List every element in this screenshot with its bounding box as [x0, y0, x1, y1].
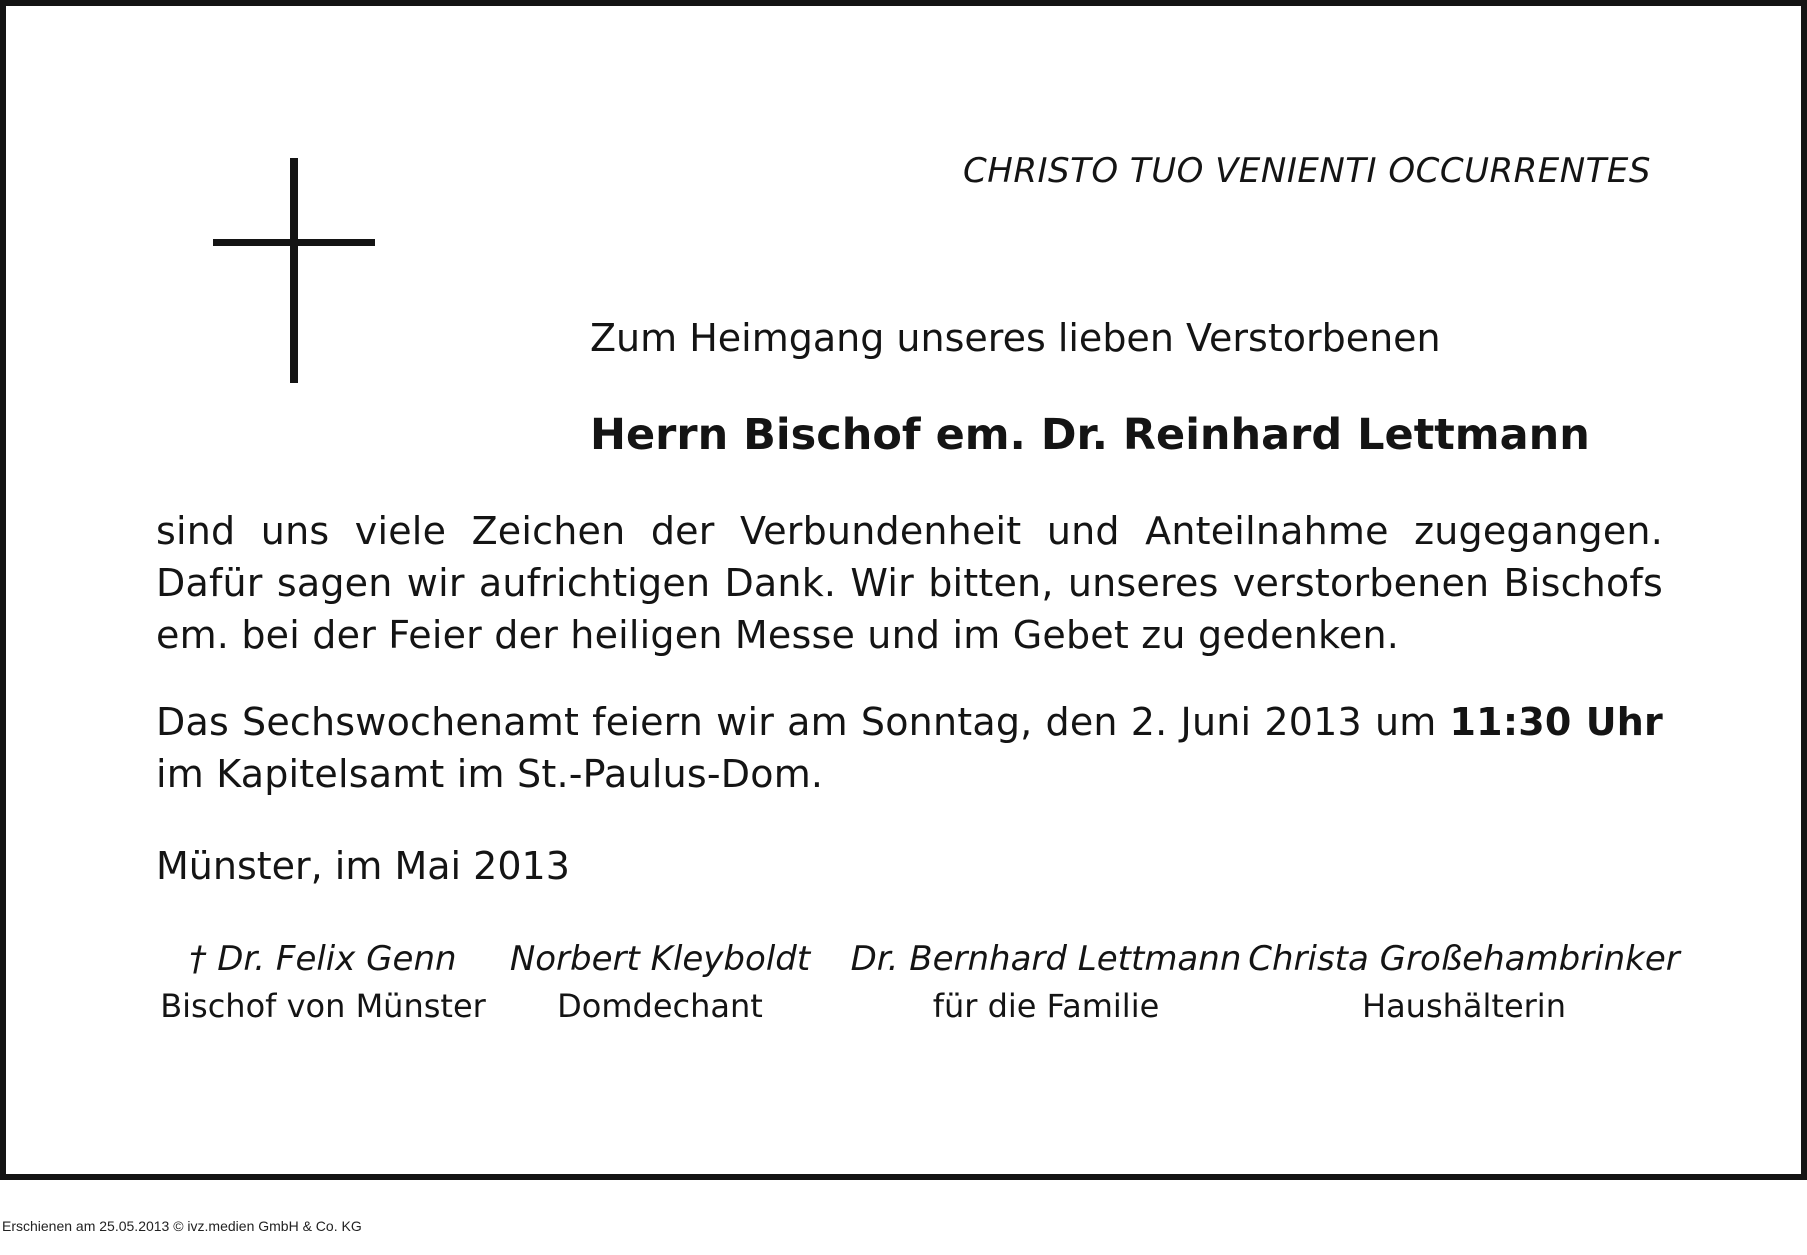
mass-text-start: Das Sechswochenamt feiern wir am Sonntag, den 2. Juni 2013 um — [156, 700, 1450, 744]
signatory-role: Domdechant — [557, 987, 763, 1025]
publication-footer: Erschienen am 25.05.2013 © ivz.medien GmbH & Co. KG — [2, 1218, 362, 1234]
signatory-role: Bischof von Münster — [160, 987, 486, 1025]
signatory-role: für die Familie — [932, 987, 1160, 1025]
signatory-name: Norbert Kleyboldt — [509, 939, 811, 979]
signatory — [160, 936, 486, 1030]
intro-line: Zum Heimgang unseres lieben Verstorbenen — [590, 316, 1441, 360]
signatory-name: Dr. Bernhard Lettmann — [850, 939, 1242, 979]
signatory — [851, 936, 1242, 1030]
signatory-name: † Dr. Felix Genn — [189, 939, 457, 979]
thanks-paragraph: sind uns viele Zeichen der Verbundenheit und Anteilnahme zugegangen. Dafür sagen wir aufrichtigen Dank. Wir bitten, unseres verstorbenen Bischofs em. bei der Feier der heiligen Messe und im Gebet zu gedenken. — [156, 509, 1663, 657]
signatory — [510, 936, 810, 1030]
place-date: Münster, im Mai 2013 — [156, 844, 570, 888]
signatory-role: Haushälterin — [1362, 987, 1566, 1025]
signatory — [1248, 936, 1680, 1030]
mass-time: 11:30 Uhr — [1449, 700, 1663, 744]
cross-icon — [213, 158, 375, 383]
motto: CHRISTO TUO VENIENTI OCCURRENTES — [963, 151, 1651, 191]
mass-paragraph — [156, 696, 1663, 800]
mass-text-end: im Kapitelsamt im St.-Paulus-Dom. — [156, 752, 824, 796]
signatory-name: Christa Großehambrinker — [1248, 939, 1680, 979]
deceased-name: Herrn Bischof em. Dr. Reinhard Lettmann — [590, 410, 1590, 460]
